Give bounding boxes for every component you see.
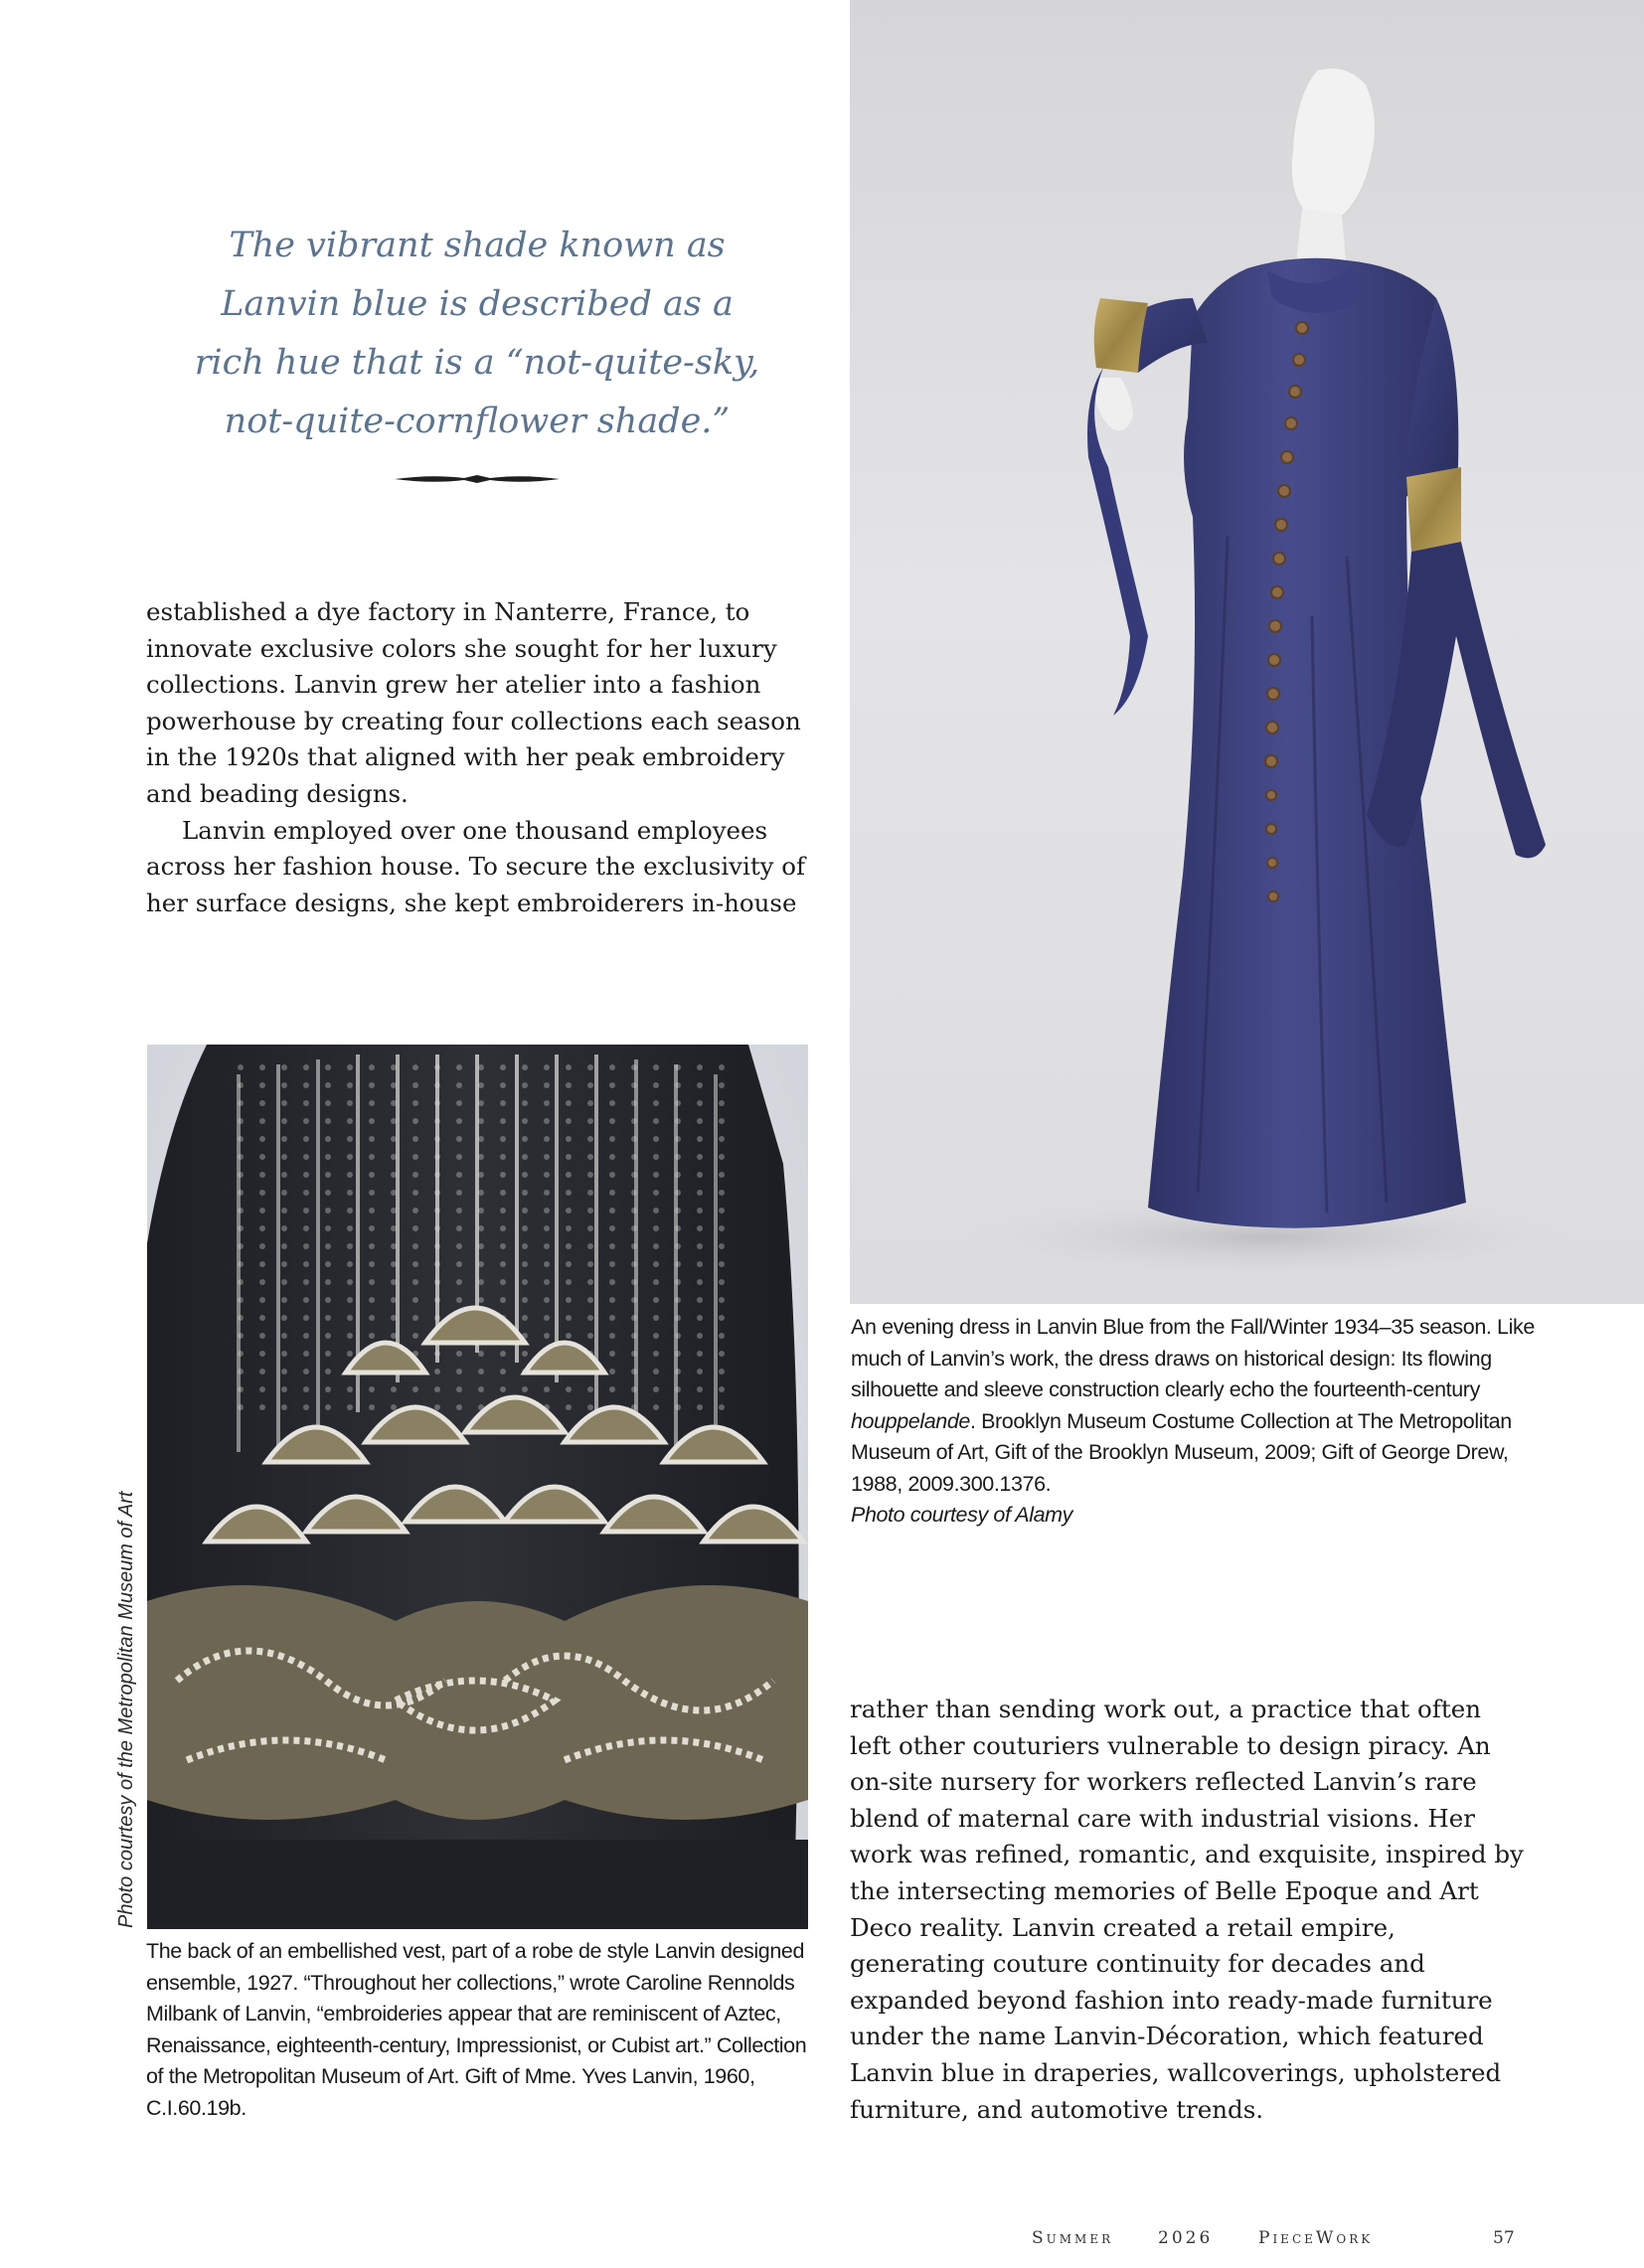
body-column-left [146,594,822,921]
dress-caption [851,1312,1537,1532]
body-column-right [850,1692,1526,2128]
pull-quote-line: Lanvin blue is described as a [221,284,734,324]
photo-credit: Photo courtesy of Alamy [851,1503,1073,1527]
evening-dress-photo [850,0,1644,1304]
ornament-divider-icon [393,467,562,491]
body-paragraph: established a dye factory in Nanterre, France, to innovate exclusive colors she sought for her luxury collections. Lanvin grew her atelier into a fashion powerhouse by creating four collections each season in the 1920s that aligned with her peak embroidery and beading designs. [146,597,801,808]
pull-quote-line: The vibrant shade known as [229,226,726,265]
embellished-vest-photo [147,1045,808,1929]
body-paragraph: Lanvin employed over one thousand employees across her fashion house. To secure the exclusivity of her surface designs, she kept embroiderers in-house [146,815,806,917]
caption-italic-term: houppelande [851,1408,970,1433]
caption-text: . Brooklyn Museum Costume Collection at The Metropolitan Museum of Art, Gift of the Brooklyn Museum, 2009; Gift of George Drew, 1988, 2009.300.1376. [851,1408,1512,1496]
caption-text: An evening dress in Lanvin Blue from the Fall/Winter 1934–35 season. Like much of Lanvin’s work, the dress draws on historical design: Its flowing silhouette and sleeve construction clearly echo the fourteenth-century [851,1315,1535,1401]
page-number: 57 [1493,2228,1515,2248]
footer-year: 2026 [1158,2228,1214,2248]
evening-dress-illustration [850,0,1644,1304]
pull-quote-line: not-quite-cornflower shade.” [224,402,731,441]
pull-quote [159,217,795,451]
footer-magazine-name: PieceWork [1258,2228,1374,2248]
vest-photo-credit: Photo courtesy of the Metropolitan Museum of Art [115,1491,137,1928]
footer-season: Summer [1032,2228,1114,2248]
pull-quote-line: rich hue that is a “not-quite-sky, [194,343,760,383]
body-paragraph: rather than sending work out, a practice that often left other couturiers vulnerable to design piracy. An on-site nursery for workers reflected Lanvin’s rare blend of maternal care with industrial visions. Her work was refined, romantic, and exquisite, inspired by the intersecting memories of Belle Epoque and Art Deco reality. Lanvin created a retail empire, generating couture continuity for decades and expanded beyond fashion into ready-made furniture under the name Lanvin-Décoration, which featured Lanvin blue in draperies, wallcoverings, upholstered furniture, and automotive trends. [850,1695,1524,2124]
vest-caption: The back of an embellished vest, part of a robe de style Lanvin designed ensemble, 1927. “Throughout her collections,” wrote Caroline Rennolds Milbank of Lanvin, “embroideries appear that are reminiscent of Aztec, Renaissance, eighteenth-century, Impressionist, or Cubist art.” Collection of the Metropolitan Museum of Art. Gift of Mme. Yves Lanvin, 1960, C.I.60.19b. [146,1939,807,2120]
embellished-vest-illustration [147,1045,808,1929]
